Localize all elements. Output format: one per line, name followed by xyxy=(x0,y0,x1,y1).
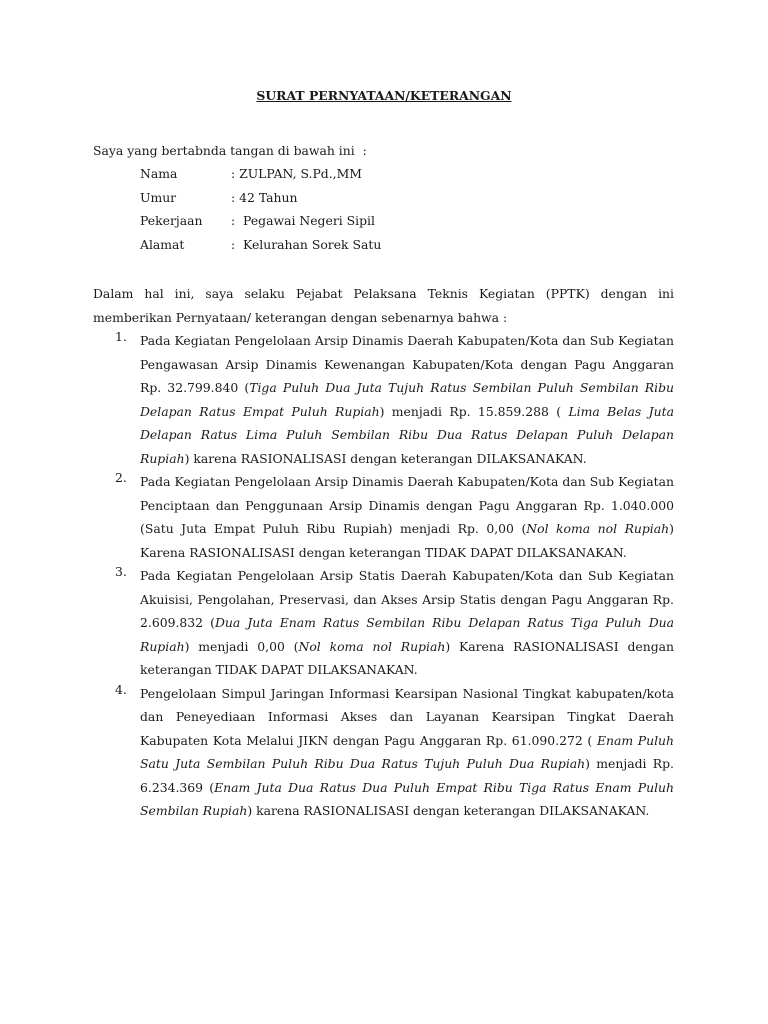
identity-value: : Pegawai Negeri Sipil xyxy=(231,213,375,229)
list-item xyxy=(93,329,674,470)
identity-row-occupation xyxy=(140,212,381,236)
list-item-text: Pengelolaan Simpul Jaringan Informasi Kearsipan Nasional Tingkat kabupaten/kota dan Peneyediaan Informasi Akses dan Layanan Kearsipan Tingkat Daerah Kabupaten Kota Melalui JIKN dengan Pagu Anggaran Rp. 61.090.272 ( Enam Puluh Satu Juta Sembilan Puluh Ribu Dua Ratus Tujuh Puluh Dua Rupiah) menjadi Rp. 6.234.369 (Enam Juta Dua Ratus Dua Puluh Empat Ribu Tiga Ratus Enam Puluh Sembilan Rupiah) karena RASIONALISASI dengan keterangan DILAKSANAKAN. xyxy=(140,685,675,818)
identity-value: : 42 Tahun xyxy=(231,189,298,205)
list-item xyxy=(93,470,674,564)
identity-value: : ZULPAN, S.Pd.,MM xyxy=(231,166,362,181)
list-item-number: 3. xyxy=(115,564,127,579)
list-item-number: 1. xyxy=(115,329,127,344)
identity-row-name xyxy=(140,165,381,189)
identity-row-address xyxy=(140,236,381,260)
identity-value: : Kelurahan Sorek Satu xyxy=(231,237,382,253)
list-item-number: 4. xyxy=(115,681,127,697)
opening-statement: Saya yang bertabnda tangan di bawah ini : xyxy=(93,143,367,158)
list-item-text: Pada Kegiatan Pengelolaan Arsip Statis Daerah Kabupaten/Kota dan Sub Kegiatan Akuisisi, Pengolahan, Preservasi, dan Akses Arsip Statis dengan Pagu Anggaran Rp. 2.609.832 (Dua Juta Enam Ratus Sembilan Ribu Delapan Ratus Tiga Puluh Dua Rupiah) menjadi 0,00 (Nol koma nol Rupiah) Karena RASIONALISASI dengan keterangan TIDAK DAPAT DILAKSANAKAN. xyxy=(140,568,674,677)
list-item xyxy=(93,564,674,682)
identity-label: Alamat xyxy=(140,237,185,253)
document-title: SURAT PERNYATAAN/KETERANGAN xyxy=(256,88,512,103)
identity-row-age xyxy=(140,189,381,213)
list-item-text: Pada Kegiatan Pengelolaan Arsip Dinamis Daerah Kabupaten/Kota dan Sub Kegiatan Pengawasan Arsip Dinamis Kewenangan Kabupaten/Kota dengan Pagu Anggaran Rp. 32.799.840 (Tiga Puluh Dua Juta Tujuh Ratus Sembilan Puluh Sembilan Ribu Delapan Ratus Empat Puluh Rupiah) menjadi Rp. 15.859.288 ( Lima Belas Juta Delapan Ratus Lima Puluh Sembilan Ribu Dua Ratus Delapan Puluh Delapan Rupiah) karena RASIONALISASI dengan keterangan DILAKSANAKAN. xyxy=(140,333,674,466)
identity-label: Nama xyxy=(140,166,178,181)
list-item-number: 2. xyxy=(115,470,127,485)
statement-list xyxy=(93,329,674,823)
identity-block xyxy=(140,165,381,260)
identity-label: Umur xyxy=(140,189,177,205)
list-item xyxy=(93,682,674,823)
identity-label: Pekerjaan xyxy=(140,213,203,229)
list-item-text: Pada Kegiatan Pengelolaan Arsip Dinamis Daerah Kabupaten/Kota dan Sub Kegiatan Penciptaan dan Penggunaan Arsip Dinamis dengan Pagu Anggaran Rp. 1.040.000 (Satu Juta Empat Puluh Ribu Rupiah) menjadi Rp. 0,00 (Nol koma nol Rupiah) Karena RASIONALISASI dengan keterangan TIDAK DAPAT DILAKSANAKAN. xyxy=(140,474,674,560)
lead-paragraph: Dalam hal ini, saya selaku Pejabat Pelaksana Teknis Kegiatan (PPTK) dengan ini memberikan Pernyataan/ keterangan dengan sebenarnya bahwa : xyxy=(93,286,674,325)
